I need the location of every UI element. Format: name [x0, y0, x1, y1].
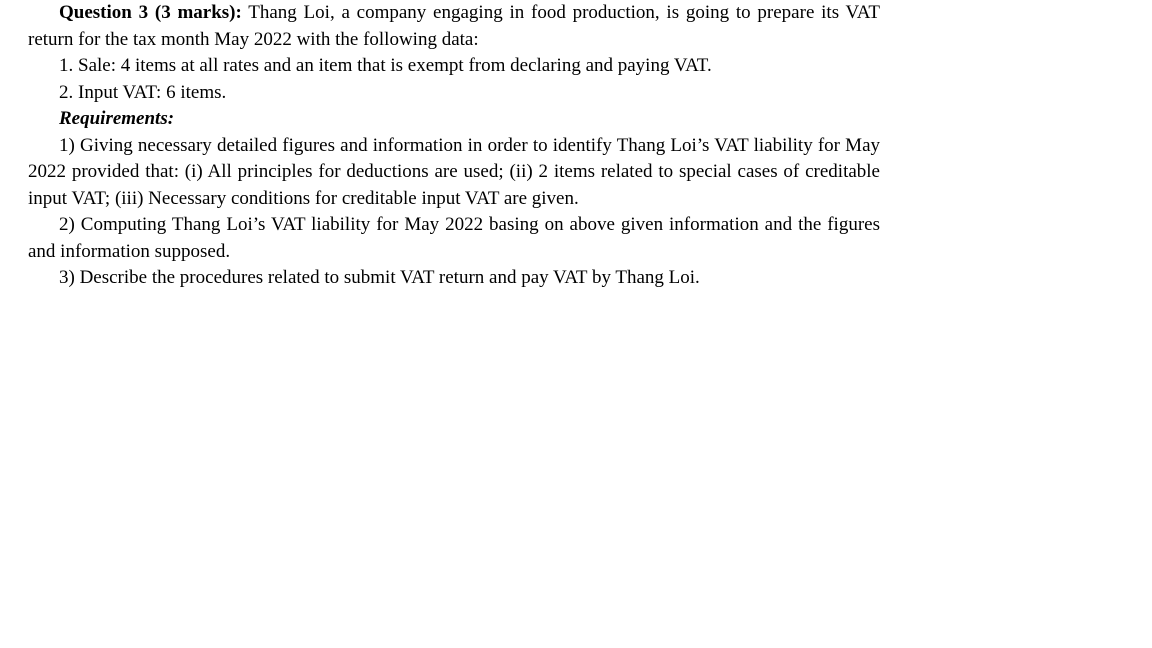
requirement-item: 1) Giving necessary detailed figures and information in order to identify Thang Loi’s VAT liability for May 2022 provided that: (i) All principles for deductions are used; (ii) 2 items related to special cases of creditable input VAT; (iii) Necessary conditions for creditable input VAT are given. — [28, 134, 880, 209]
requirements-heading: Requirements: — [59, 108, 175, 129]
question-intro: Thang Loi, a company engaging in food production, is going to prepare its VAT return for the tax month May 2022 with the following data: — [28, 2, 880, 50]
data-item: 2. Input VAT: 6 items. — [59, 81, 227, 103]
requirement-item: 3) Describe the procedures related to submit VAT return and pay VAT by Thang Loi. — [59, 267, 700, 288]
document-body — [28, 0, 880, 292]
data-item: 1. Sale: 4 items at all rates and an item that is exempt from declaring and paying VAT. — [59, 55, 712, 76]
question-paragraph — [28, 0, 880, 53]
requirement-item: 2) Computing Thang Loi’s VAT liability for May 2022 basing on above given information and the figures and information supposed. — [28, 214, 880, 262]
question-heading: Question 3 (3 marks): — [59, 2, 242, 23]
